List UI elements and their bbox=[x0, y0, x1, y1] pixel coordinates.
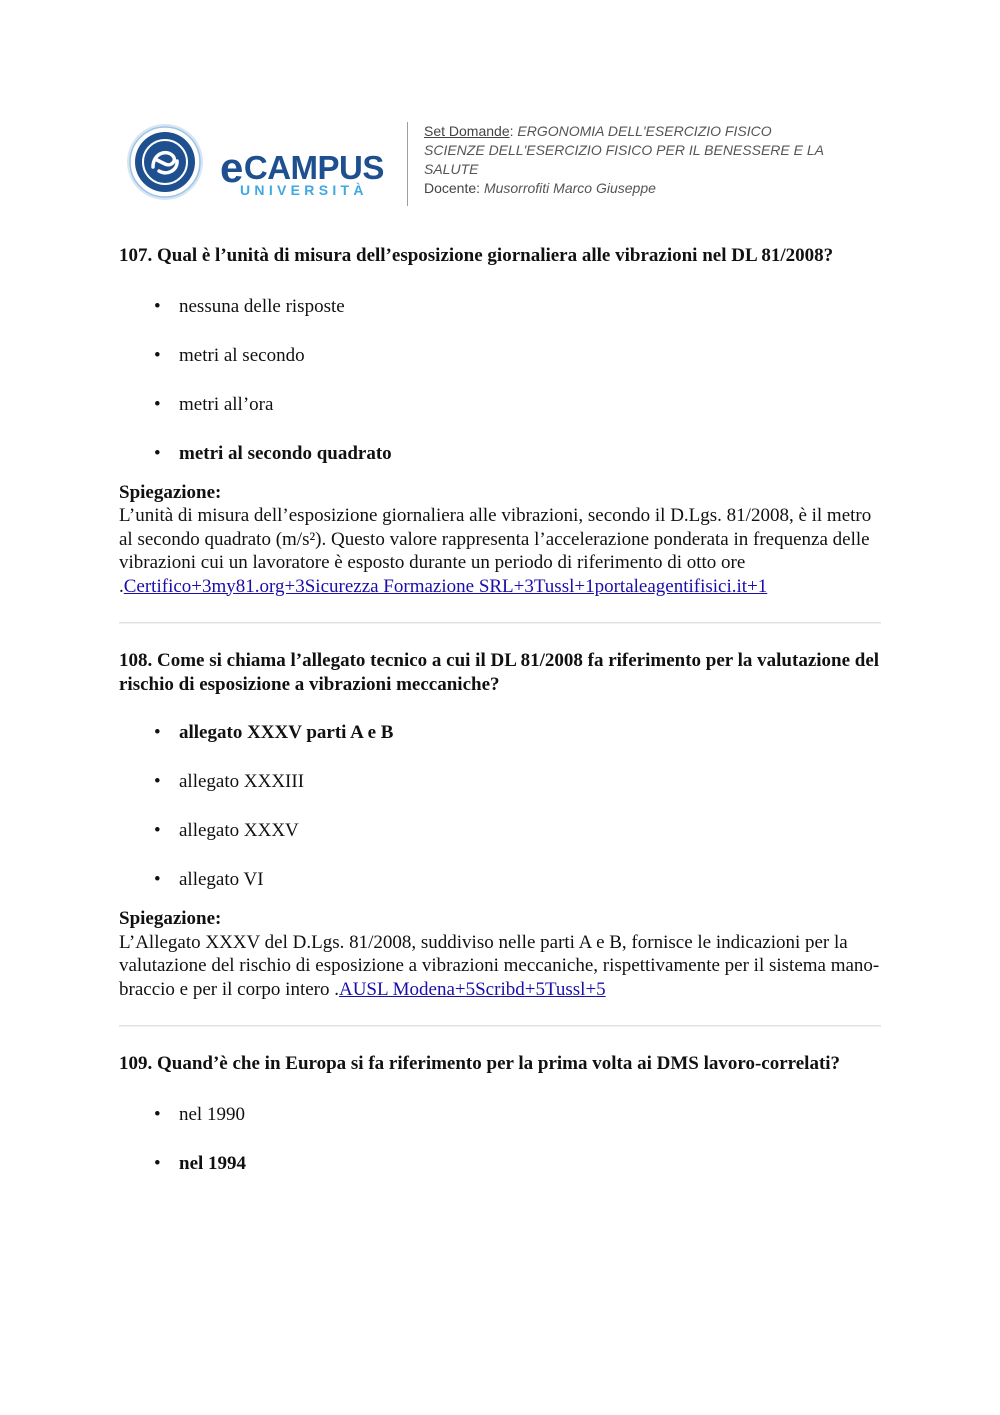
answer-option-text: allegato XXXV parti A e B bbox=[179, 722, 394, 743]
answer-option bbox=[119, 295, 881, 319]
answer-options bbox=[119, 721, 881, 892]
answer-option-text: nel 1994 bbox=[179, 1152, 247, 1174]
bullet-icon: • bbox=[154, 771, 161, 792]
question-block-108 bbox=[119, 649, 881, 1001]
answer-option-text: nessuna delle risposte bbox=[179, 295, 345, 317]
bullet-icon: • bbox=[154, 1152, 161, 1174]
explanation-body: L’unità di misura dell’esposizione giornaliera alle vibrazioni, secondo il D.Lgs. 81/2008, è il metro al secondo quadrato (m/s²). Questo valore rappresenta l’accelerazione ponderata in frequenza delle vibrazioni cui un lavoratore è esposto durante un periodo di riferimento di otto ore . bbox=[119, 505, 872, 597]
teacher-value: Musorrofiti Marco Giuseppe bbox=[483, 180, 656, 196]
question-title: 107. Qual è l’unità di misura dell’esposizione giornaliera alle vibrazioni nel DL 81/2008? bbox=[119, 245, 834, 266]
bullet-icon: • bbox=[154, 393, 161, 415]
set-row: Set Domande: ERGONOMIA DELL'ESERCIZIO FISICO bbox=[424, 123, 772, 139]
logo-subtitle: UNIVERSITÀ bbox=[240, 182, 368, 198]
answer-option-text: metri al secondo bbox=[179, 344, 305, 366]
teacher-label: Docente: bbox=[424, 180, 481, 196]
header-divider bbox=[407, 122, 408, 206]
answer-option-text: allegato XXXV bbox=[179, 820, 299, 841]
logo-wordmark-rest: CAMPUS bbox=[243, 149, 384, 186]
course-name: SCIENZE DELL'ESERCIZIO FISICO PER IL BENESSERE E LA SALUTE bbox=[424, 142, 824, 177]
question-block-107 bbox=[119, 244, 881, 598]
answer-option bbox=[119, 770, 881, 794]
answer-option-text: metri al secondo quadrato bbox=[179, 442, 392, 464]
answer-option-text: metri all’ora bbox=[179, 393, 274, 415]
bullet-icon: • bbox=[154, 442, 161, 464]
bullet-icon: • bbox=[154, 869, 161, 890]
explanation-text bbox=[119, 931, 881, 1002]
answer-option bbox=[119, 819, 881, 843]
document-header bbox=[124, 118, 884, 214]
answer-option-correct bbox=[119, 1152, 881, 1176]
question-separator bbox=[119, 1025, 881, 1027]
set-value: ERGONOMIA DELL'ESERCIZIO FISICO bbox=[517, 123, 772, 139]
answer-option-text: allegato XXXIII bbox=[179, 771, 305, 792]
question-block-109 bbox=[119, 1052, 881, 1175]
bullet-icon: • bbox=[154, 1103, 161, 1125]
source-link[interactable]: Certifico+3my81.org+3Sicurezza Formazione SRL+3Tussl+1portaleagentifisici.it+1 bbox=[123, 575, 768, 597]
explanation-text bbox=[119, 504, 881, 598]
answer-option bbox=[119, 393, 881, 417]
answer-options bbox=[119, 1103, 881, 1176]
bullet-icon: • bbox=[154, 344, 161, 366]
logo-wordmark: eCAMPUS bbox=[220, 144, 384, 191]
questions-content bbox=[119, 244, 881, 1201]
source-link[interactable]: AUSL Modena+5Scribd+5Tussl+5 bbox=[338, 978, 606, 1000]
ecampus-seal-logo bbox=[126, 123, 204, 201]
bullet-icon: • bbox=[154, 722, 161, 743]
bullet-icon: • bbox=[154, 295, 161, 317]
answer-option bbox=[119, 1103, 881, 1127]
set-label: Set Domande bbox=[424, 123, 510, 139]
header-meta bbox=[424, 122, 874, 198]
answer-option bbox=[119, 344, 881, 368]
explanation-label: Spiegazione: bbox=[119, 481, 222, 503]
answer-option-text: allegato VI bbox=[179, 869, 264, 890]
answer-option-correct bbox=[119, 442, 881, 466]
answer-option-correct bbox=[119, 721, 881, 745]
explanation-body: L’Allegato XXXV del D.Lgs. 81/2008, suddiviso nelle parti A e B, fornisce le indicazioni per la valutazione del rischio di esposizione a vibrazioni meccaniche, rispettivamente per il sistema mano-braccio e per il corpo intero . bbox=[119, 931, 880, 1000]
teacher-row bbox=[424, 179, 874, 198]
question-title: 109. Quand’è che in Europa si fa riferimento per la prima volta ai DMS lavoro-correlati? bbox=[119, 1053, 841, 1074]
question-separator bbox=[119, 622, 881, 624]
answer-options bbox=[119, 295, 881, 466]
explanation-label: Spiegazione: bbox=[119, 908, 222, 929]
bullet-icon: • bbox=[154, 820, 161, 841]
answer-option-text: nel 1990 bbox=[179, 1103, 245, 1125]
question-title: 108. Come si chiama l’allegato tecnico a cui il DL 81/2008 fa riferimento per la valutazione del rischio di esposizione a vibrazioni meccaniche? bbox=[119, 650, 880, 695]
answer-option bbox=[119, 868, 881, 892]
